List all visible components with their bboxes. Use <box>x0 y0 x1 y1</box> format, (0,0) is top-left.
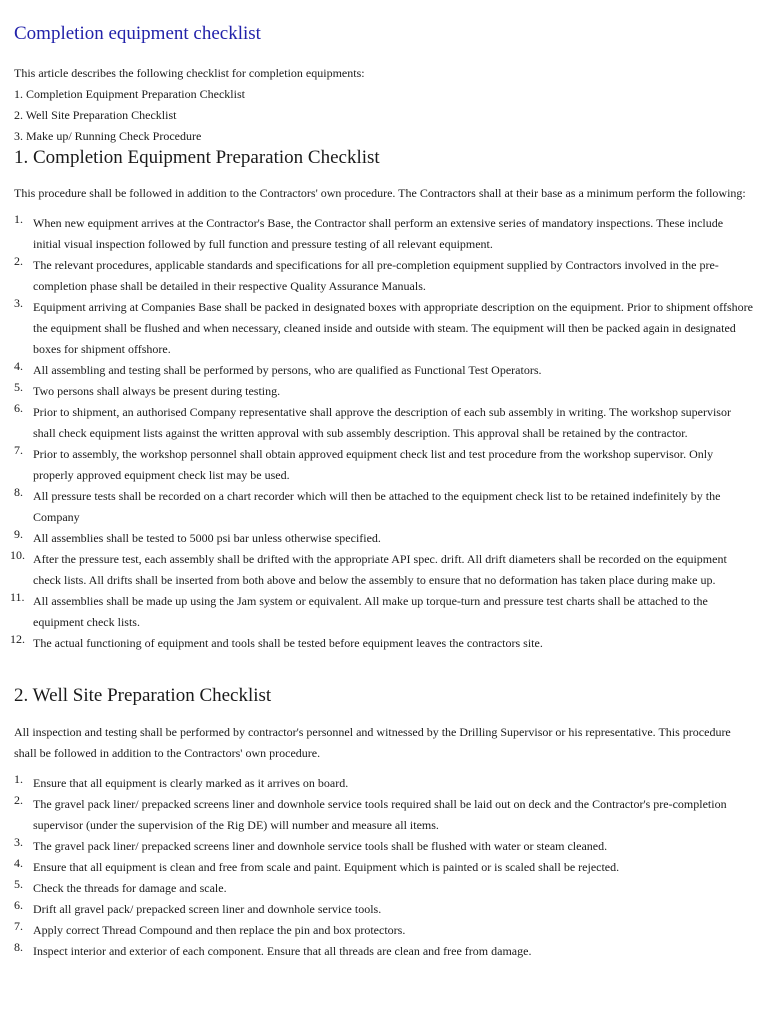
item-number: 3. <box>14 296 23 310</box>
item-number: 4. <box>14 856 23 870</box>
list-item <box>14 402 754 444</box>
section-2-checklist <box>14 773 754 962</box>
item-text: All assemblies shall be tested to 5000 psi bar unless otherwise specified. <box>33 531 381 545</box>
list-item <box>14 857 754 878</box>
item-text: Drift all gravel pack/ prepacked screen liner and downhole service tools. <box>33 902 382 916</box>
list-item <box>14 773 754 794</box>
intro <box>14 63 754 147</box>
list-item <box>10 590 754 633</box>
page-title: Completion equipment checklist <box>14 23 261 44</box>
list-item <box>14 297 754 360</box>
item-number: 6. <box>14 401 23 415</box>
item-number: 1. <box>14 212 23 226</box>
item-number: 10. <box>10 548 25 562</box>
item-number: 3. <box>14 835 23 849</box>
item-number: 7. <box>14 443 23 457</box>
list-item <box>14 941 754 962</box>
item-text: Inspect interior and exterior of each component. Ensure that all threads are clean and free from damage. <box>33 944 532 958</box>
item-text: Prior to assembly, the workshop personnel shall obtain approved equipment check list and test procedure from the workshop supervisor. Only properly approved equipment check list may be used. <box>33 447 714 482</box>
item-text: Two persons shall always be present during testing. <box>33 384 281 398</box>
item-number: 2. <box>14 793 23 807</box>
intro-lead: This article describes the following checklist for completion equipments: <box>14 66 365 80</box>
item-number: 4. <box>14 359 23 373</box>
list-item <box>14 381 754 402</box>
intro-item: 2. Well Site Preparation Checklist <box>14 108 177 122</box>
section-2-heading: 2. Well Site Preparation Checklist <box>14 685 272 706</box>
item-number: 12. <box>10 632 25 646</box>
item-number: 8. <box>14 485 23 499</box>
item-text: Check the threads for damage and scale. <box>33 881 227 895</box>
list-item <box>10 632 754 654</box>
list-item <box>14 878 754 899</box>
list-item <box>14 486 754 528</box>
item-text: Ensure that all equipment is clearly marked as it arrives on board. <box>33 776 349 790</box>
item-text: All pressure tests shall be recorded on a chart recorder which will then be attached to the equipment check list to be retained indefinitely by the Company <box>33 489 721 524</box>
item-text: All assembling and testing shall be performed by persons, who are qualified as Functional Test Operators. <box>33 363 542 377</box>
item-text: After the pressure test, each assembly shall be drifted with the appropriate API spec. drift. All drift diameters shall be recorded on the equipment check lists. All drifts shall be inserted from both above and below the assembly to ensure that no deformation has taken place during make up. <box>33 552 727 587</box>
intro-item: 3. Make up/ Running Check Procedure <box>14 129 202 143</box>
section-2-paragraph: All inspection and testing shall be performed by contractor's personnel and witnessed by the Drilling Supervisor or his representative. This procedure shall be followed in addition to the Contractors' own procedure. <box>14 725 731 760</box>
item-number: 5. <box>14 380 23 394</box>
section-1-checklist <box>10 212 754 654</box>
item-number: 11. <box>10 590 25 604</box>
item-number: 1. <box>14 772 23 786</box>
item-text: Prior to shipment, an authorised Company representative shall approve the description of each sub assembly in writing. The workshop supervisor shall check equipment lists against the written approval with sub assembly description. This approval shall be retained by the contractor. <box>33 405 731 440</box>
list-item <box>14 920 754 941</box>
item-text: Equipment arriving at Companies Base shall be packed in designated boxes with appropriate description on the equipment. Prior to shipment offshore the equipment shall be flushed and when necessary, cleaned inside and outside with steam. The equipment will then be packed again in designated boxes for shipment offshore. <box>33 300 753 356</box>
intro-item: 1. Completion Equipment Preparation Checklist <box>14 87 245 101</box>
item-text: The relevant procedures, applicable standards and specifications for all pre-completion equipment supplied by Contractors involved in the pre-completion phase shall be detailed in their respective Quality Assurance Manuals. <box>33 258 719 293</box>
item-text: The actual functioning of equipment and tools shall be tested before equipment leaves the contractors site. <box>33 636 543 650</box>
list-item <box>14 213 754 255</box>
list-item <box>14 444 754 486</box>
item-text: All assemblies shall be made up using the Jam system or equivalent. All make up torque-turn and pressure test charts shall be attached to the equipment check lists. <box>33 594 708 629</box>
list-item <box>14 360 754 381</box>
section-1-heading: 1. Completion Equipment Preparation Checklist <box>14 147 380 168</box>
item-number: 6. <box>14 898 23 912</box>
item-number: 9. <box>14 527 23 541</box>
list-item <box>14 836 754 857</box>
item-text: When new equipment arrives at the Contractor's Base, the Contractor shall perform an extensive series of mandatory inspections. These include initial visual inspection followed by full function and pressure testing of all relevant equipment. <box>33 216 724 251</box>
list-item <box>14 528 754 549</box>
list-item <box>14 794 754 836</box>
item-text: Ensure that all equipment is clean and free from scale and paint. Equipment which is painted or is scaled shall be rejected. <box>33 860 620 874</box>
item-number: 8. <box>14 940 23 954</box>
item-number: 7. <box>14 919 23 933</box>
item-text: The gravel pack liner/ prepacked screens liner and downhole service tools required shall be laid out on deck and the Contractor's pre-completion supervisor (under the supervision of the Rig DE) will number and measure all items. <box>33 797 727 832</box>
item-number: 2. <box>14 254 23 268</box>
list-item <box>10 548 754 591</box>
item-number: 5. <box>14 877 23 891</box>
item-text: The gravel pack liner/ prepacked screens liner and downhole service tools shall be flushed with water or steam cleaned. <box>33 839 608 853</box>
item-text: Apply correct Thread Compound and then replace the pin and box protectors. <box>33 923 406 937</box>
list-item <box>14 255 754 297</box>
section-1-paragraph: This procedure shall be followed in addition to the Contractors' own procedure. The Contractors shall at their base as a minimum perform the following: <box>14 186 746 200</box>
list-item <box>14 899 754 920</box>
